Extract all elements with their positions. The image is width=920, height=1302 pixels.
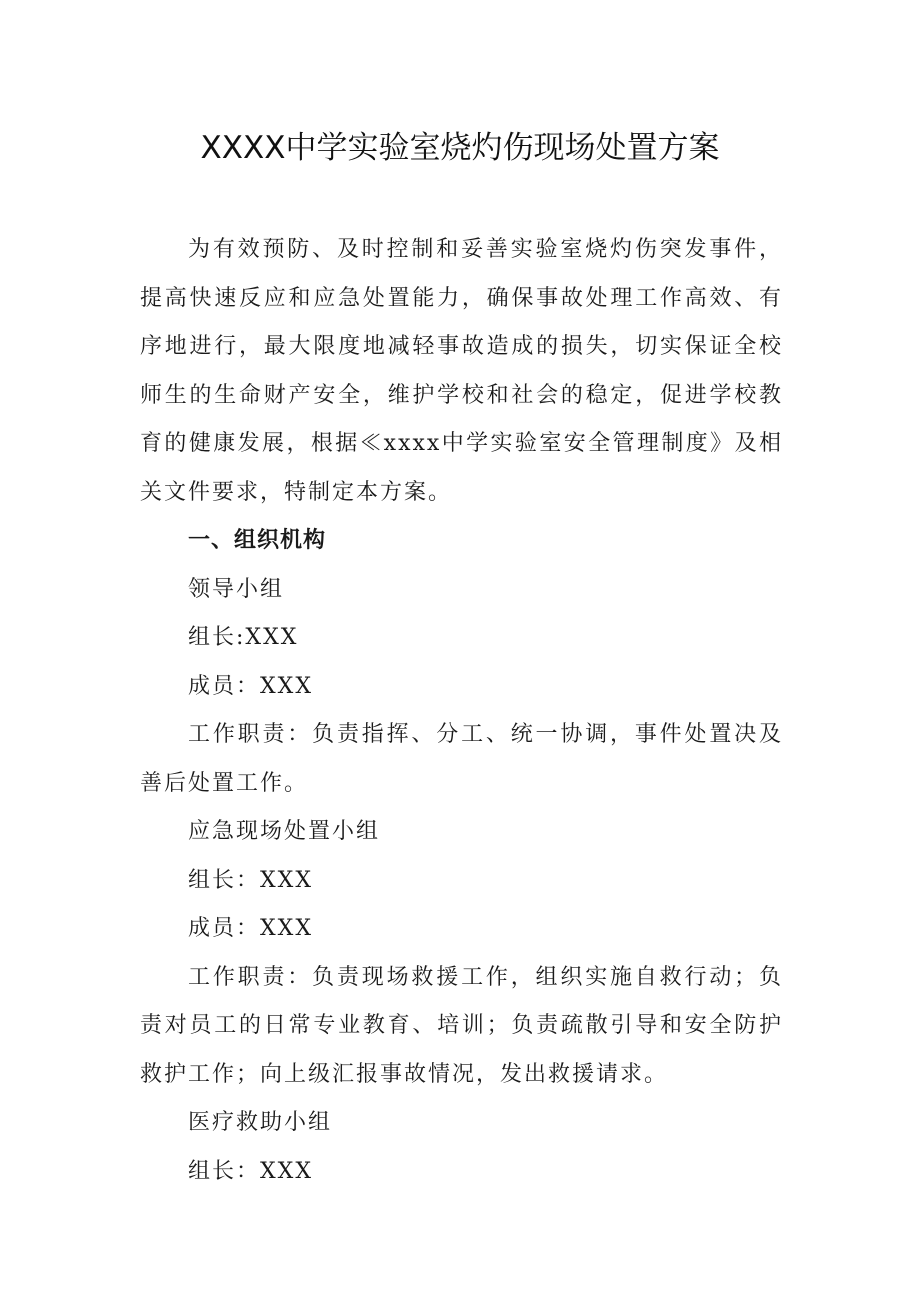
leadership-leader: 组长:XXX xyxy=(188,625,299,650)
onsite-leader: 组长：XXX xyxy=(188,867,313,893)
group-name-onsite: 应急现场处置小组 xyxy=(188,819,381,844)
section-heading-organization: 一、组织机构 xyxy=(188,528,327,553)
document-body xyxy=(140,226,783,1196)
onsite-duties: 工作职责：负责现场救援工作，组织实施自救行动；负责对员工的日常专业教育、培训；负责疏散引导和安全防护救护工作；向上级汇报事故情况，发出救援请求。 xyxy=(140,964,783,1087)
medical-leader: 组长：XXX xyxy=(188,1158,313,1184)
onsite-members: 成员：XXX xyxy=(188,916,313,941)
document-title: XXXX中学实验室烧灼伤现场处置方案 xyxy=(200,130,720,166)
intro-paragraph: 为有效预防、及时控制和妥善实验室烧灼伤突发事件，提高快速反应和应急处置能力，确保事故处理工作高效、有序地进行，最大限度地减轻事故造成的损失，切实保证全校师生的生命财产安全，维护学校和社会的稳定，促进学校教育的健康发展，根据≪xxxx中学实验室安全管理制度》及相关文件要求，特制定本方案。 xyxy=(140,237,783,505)
group-name-leadership: 领导小组 xyxy=(188,576,285,602)
leadership-members: 成员：XXX xyxy=(188,673,313,699)
leadership-duties: 工作职责：负责指挥、分工、统一协调，事件处置决及善后处置工作。 xyxy=(140,722,783,796)
group-name-medical: 医疗救助小组 xyxy=(188,1110,333,1135)
